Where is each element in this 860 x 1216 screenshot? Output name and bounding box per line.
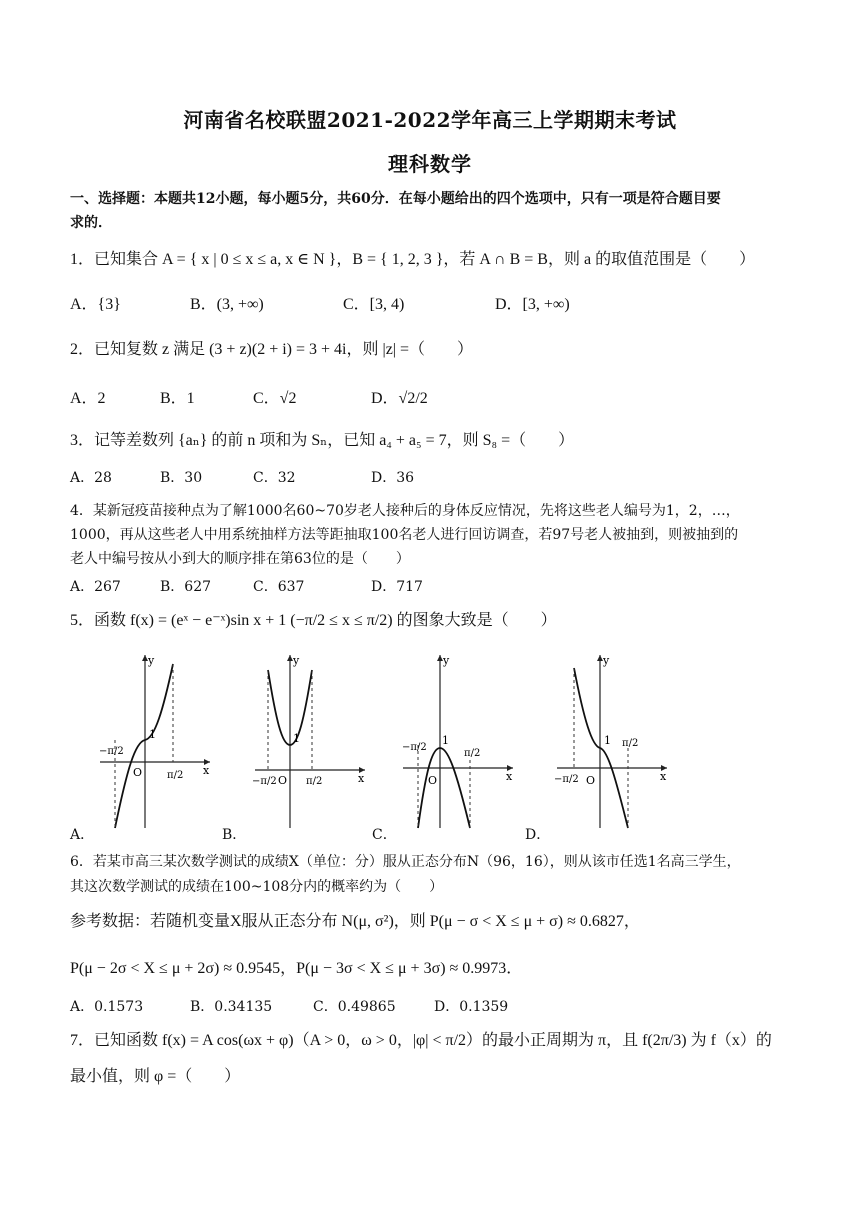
question-5-option-d: D． xyxy=(525,827,551,843)
graph-d-y-label: y xyxy=(603,654,610,667)
question-6-option-a: A．0.1573 xyxy=(70,999,144,1015)
question-3-stem: 3．记等差数列 {aₙ} 的前 n 项和为 Sₙ，已知 a₄ + a₅ = 7，则 S₈ =（ ） xyxy=(70,432,575,449)
question-6-option-c: C．0.49865 xyxy=(313,999,396,1015)
graph-b-one-label: 1 xyxy=(293,732,300,745)
question-6-option-b: B．0.34135 xyxy=(190,999,273,1015)
question-5-graph-a xyxy=(95,650,215,830)
question-1-option-a: A．{3} xyxy=(70,296,121,313)
graph-c-pi-label: π/2 xyxy=(464,748,481,759)
question-4-option-a: A．267 xyxy=(70,579,121,595)
question-6-reference-1: 参考数据：若随机变量X服从正态分布 N(μ, σ²)，则 P(μ − σ < X ≤ μ + σ) ≈ 0.6827， xyxy=(70,913,640,930)
graph-c-x-label: x xyxy=(506,770,513,783)
question-4-stem-cont: 1000，再从这些老人中用系统抽样方法等距抽取100名老人进行回访调查，若97号老人被抽到，则被抽到的 xyxy=(70,527,739,543)
question-3-option-b: B．30 xyxy=(160,470,203,486)
question-2-stem: 2．已知复数 z 满足 (3 + z)(2 + i) = 3 + 4i，则 |z| =（ ） xyxy=(70,341,474,358)
question-1-option-c: C．[3, 4) xyxy=(343,296,405,313)
question-4-stem-end: 老人中编号按从小到大的顺序排在第63位的是（ ） xyxy=(70,551,410,567)
question-2-option-c: C．√2 xyxy=(253,390,297,407)
question-1-option-d: D．[3, +∞) xyxy=(495,296,570,313)
section-heading-cont: 求的． xyxy=(70,215,112,231)
question-5-graph-d xyxy=(552,650,672,830)
graph-d-origin-label: O xyxy=(586,774,596,787)
question-5-graph-b xyxy=(250,650,370,830)
graph-b-origin-label: O xyxy=(278,774,288,787)
exam-title: 河南省名校联盟2021-2022学年高三上学期期末考试 xyxy=(183,108,677,132)
question-7-stem: 7．已知函数 f(x) = A cos(ωx + φ)（A > 0，ω > 0，|φ| < π/2）的最小正周期为 π，且 f(2π/3) 为 f（x）的 xyxy=(70,1032,772,1049)
section-heading: 一、选择题：本题共12小题，每小题5分，共60分．在每小题给出的四个选项中，只有一项是符合题目要 xyxy=(70,191,721,207)
graph-a-x-label: x xyxy=(203,764,210,777)
graph-a-pi-label: π/2 xyxy=(167,770,184,781)
question-3-option-d: D．36 xyxy=(371,470,415,486)
graph-d-x-label: x xyxy=(660,770,667,783)
graph-c-y-label: y xyxy=(443,654,450,667)
graph-a-origin-label: O xyxy=(133,766,143,779)
question-7-stem-cont: 最小值，则 φ =（ ） xyxy=(70,1068,241,1085)
question-3-option-a: A．28 xyxy=(70,470,112,486)
question-6-option-d: D．0.1359 xyxy=(434,999,509,1015)
graph-c-one-label: 1 xyxy=(442,734,449,747)
question-2-option-d: D．√2/2 xyxy=(371,390,428,407)
question-5-option-b: B． xyxy=(222,827,247,843)
question-6-reference-2: P(μ − 2σ < X ≤ μ + 2σ) ≈ 0.9545，P(μ − 3σ < X ≤ μ + 3σ) ≈ 0.9973． xyxy=(70,960,523,977)
question-4-option-b: B．627 xyxy=(160,579,212,595)
graph-a-one-label: 1 xyxy=(149,728,156,741)
graph-a-neg-pi-label: −π/2 xyxy=(99,746,124,757)
question-3-option-c: C．32 xyxy=(253,470,296,486)
question-6-stem-cont: 其这次数学测试的成绩在100~108分内的概率约为（ ） xyxy=(70,879,444,895)
question-2-option-b: B．1 xyxy=(160,390,195,407)
graph-b-neg-pi-label: −π/2 xyxy=(252,776,277,787)
question-6-stem: 6．若某市高三某次数学测试的成绩X（单位：分）服从正态分布N（96，16），则从该市任选1名高三学生， xyxy=(70,854,741,870)
question-5-stem: 5．函数 f(x) = (eˣ − e⁻ˣ)sin x + 1 (−π/2 ≤ x ≤ π/2) 的图象大致是（ ） xyxy=(70,612,557,629)
question-1-stem: 1．已知集合 A = { x | 0 ≤ x ≤ a, x ∈ N }，B = { 1, 2, 3 }，若 A ∩ B = B，则 a 的取值范围是（ ） xyxy=(70,251,756,268)
graph-c-neg-pi-label: −π/2 xyxy=(402,742,427,753)
graph-a-y-label: y xyxy=(148,654,155,667)
question-4-option-d: D．717 xyxy=(371,579,423,595)
graph-d-pi-label: π/2 xyxy=(622,738,639,749)
graph-b-x-label: x xyxy=(358,772,365,785)
question-4-stem: 4．某新冠疫苗接种点为了解1000名60~70岁老人接种后的身体反应情况，先将这些老人编号为1，2，…， xyxy=(70,503,740,519)
question-2-option-a: A．2 xyxy=(70,390,106,407)
question-5-graph-c xyxy=(398,650,518,830)
graph-b-pi-label: π/2 xyxy=(306,776,323,787)
question-5-option-c: C． xyxy=(372,827,397,843)
exam-subject: 理科数学 xyxy=(388,152,472,176)
graph-d-neg-pi-label: −π/2 xyxy=(554,774,579,785)
question-1-option-b: B．(3, +∞) xyxy=(190,296,264,313)
graph-d-one-label: 1 xyxy=(604,734,611,747)
question-4-option-c: C．637 xyxy=(253,579,305,595)
graph-b-y-label: y xyxy=(293,654,300,667)
question-5-option-a: A． xyxy=(70,827,95,843)
graph-c-origin-label: O xyxy=(428,774,438,787)
